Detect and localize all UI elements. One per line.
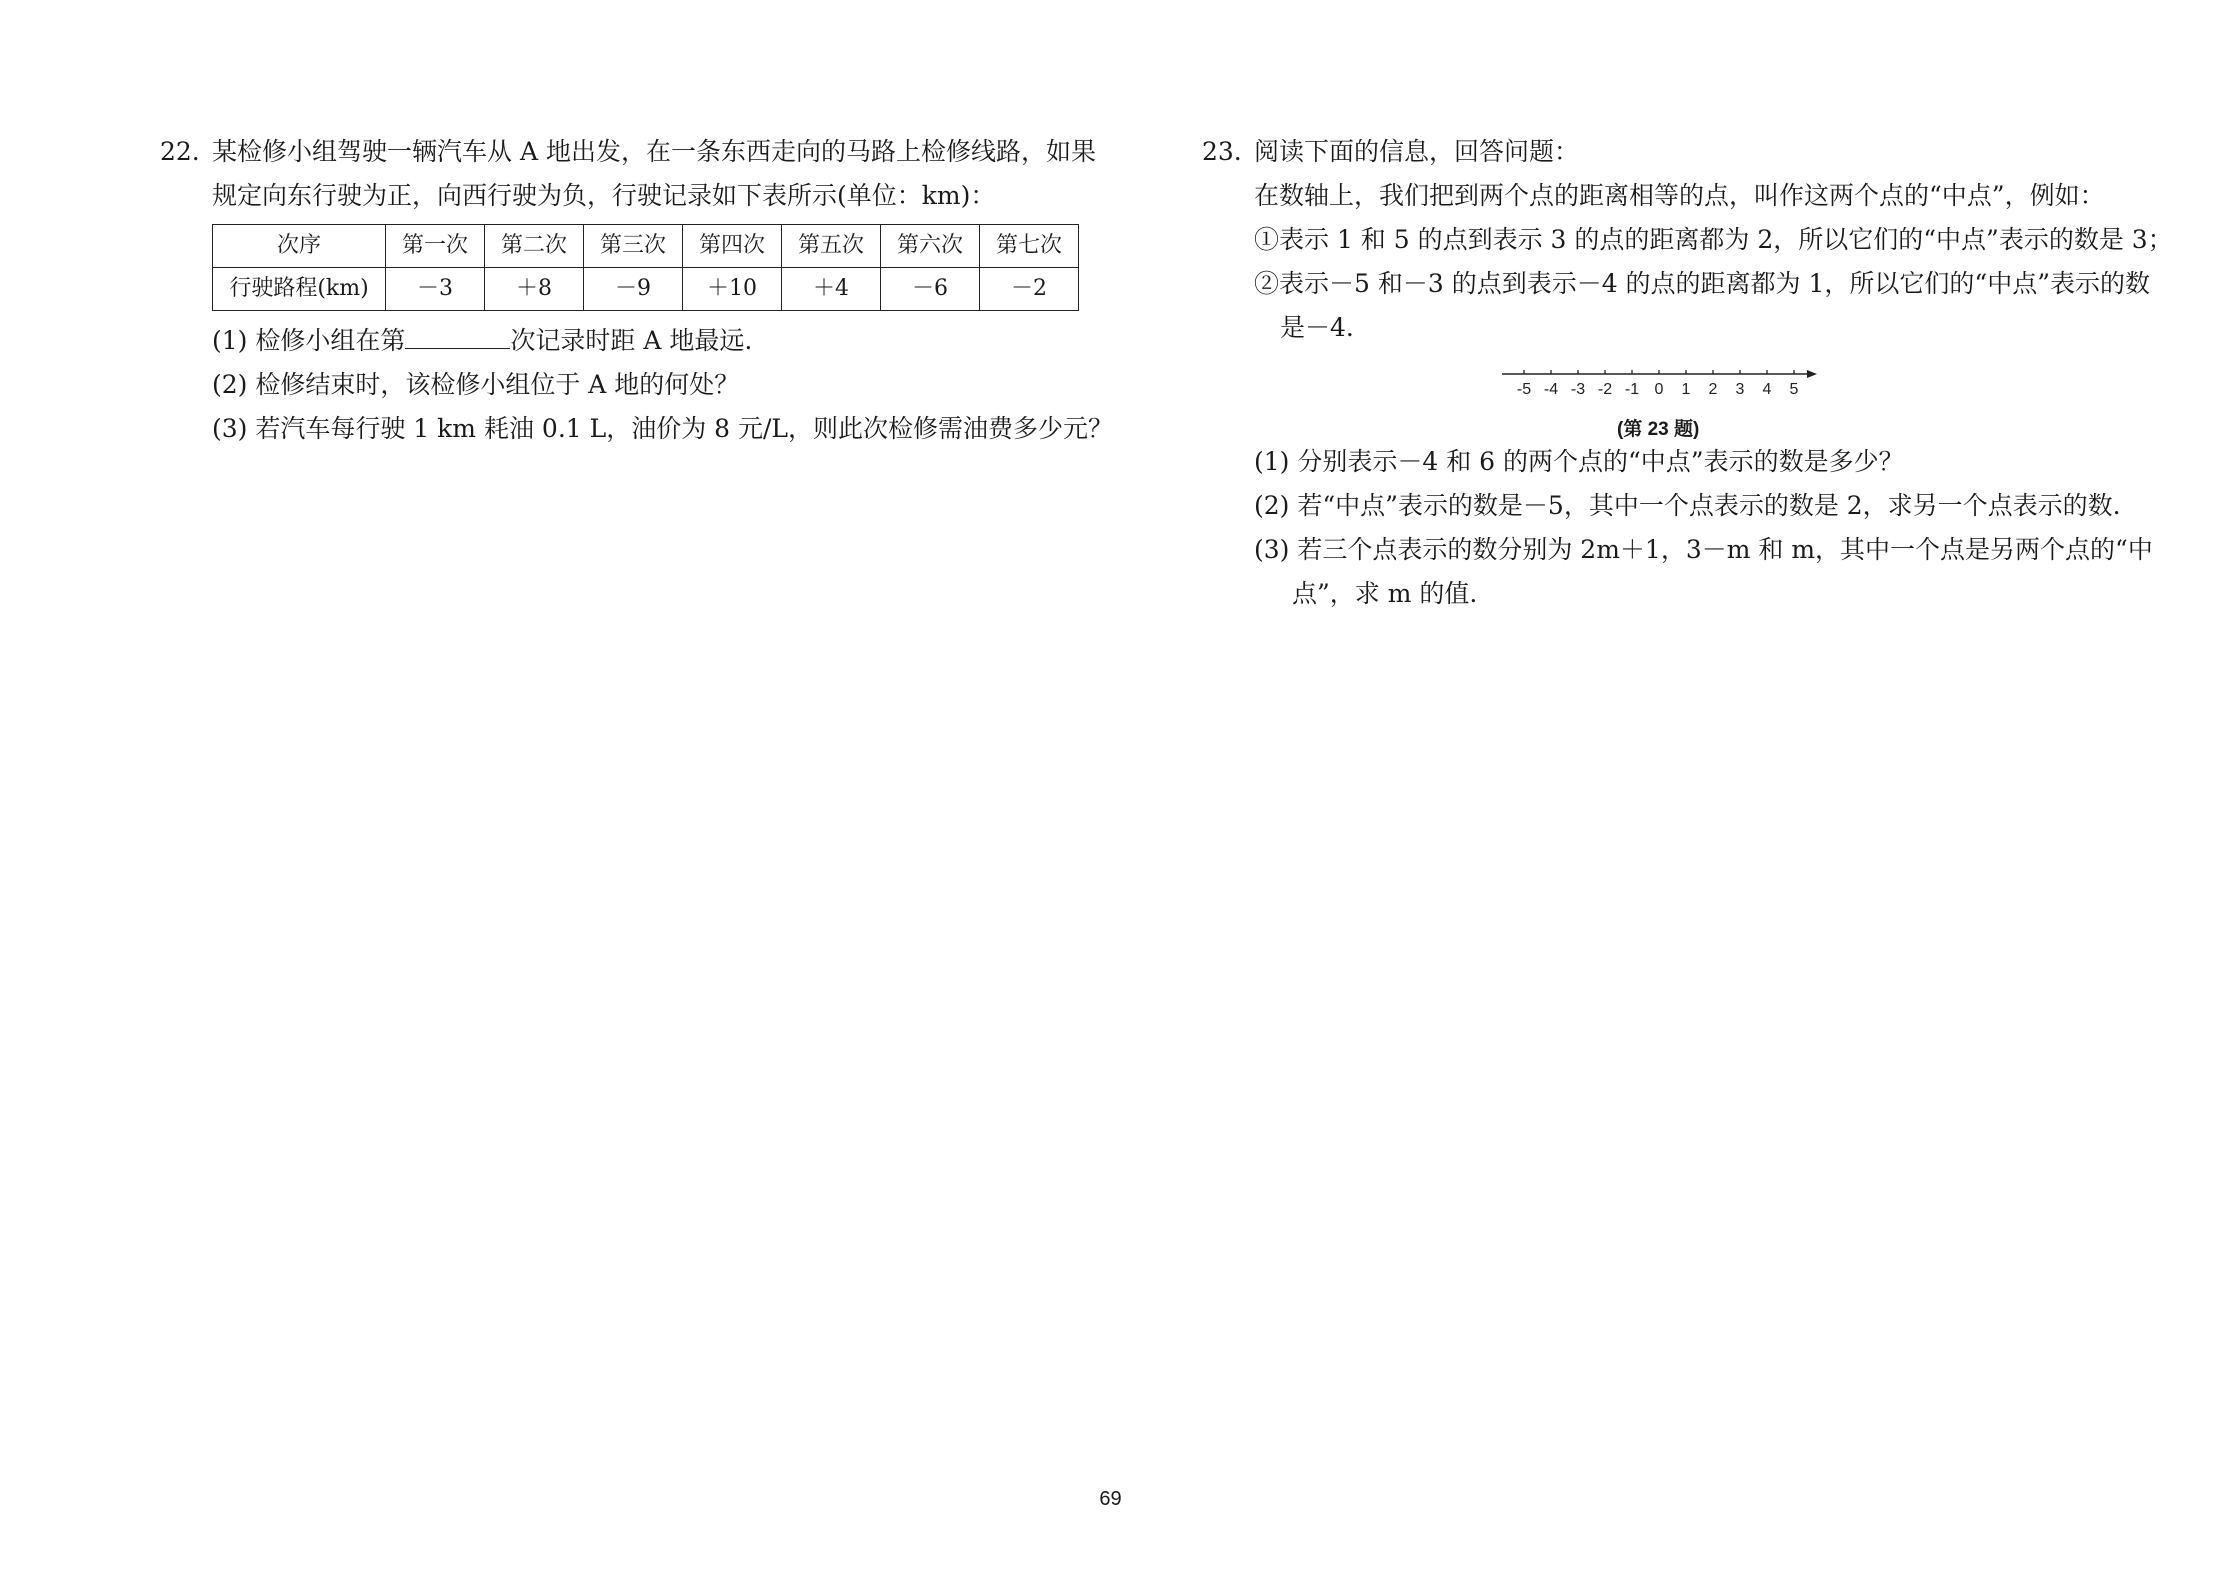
q22-line1: [160, 130, 1100, 174]
table-header-label: 次序: [213, 225, 386, 268]
table-col-5: 第五次: [782, 225, 881, 268]
table-value-3: －9: [584, 268, 683, 311]
q23-sub3-line1: (3) 若三个点表示的数分别为 2m＋1，3－m 和 m，其中一个点是另两个点的“中: [1254, 535, 2153, 564]
q23-sub2: (2) 若“中点”表示的数是－5，其中一个点表示的数是 2，求另一个点表示的数.: [1254, 491, 2121, 520]
q22-number: 22.: [160, 137, 200, 166]
q23-text-1: 阅读下面的信息，回答问题：: [1254, 137, 1580, 166]
number-line-figure: [1202, 356, 2142, 440]
arrow-icon: [1807, 370, 1817, 378]
table-col-1: 第一次: [386, 225, 485, 268]
q22-sub1-b: 次记录时距 A 地最远.: [510, 326, 753, 355]
table-value-4: ＋10: [683, 268, 782, 311]
page-number: 69: [1099, 1488, 1122, 1510]
answer-blank[interactable]: [405, 320, 510, 349]
q22-text-2: 规定向东行驶为正，向西行驶为负，行驶记录如下表所示(单位：km)：: [212, 181, 996, 210]
q23-sub1: (1) 分别表示－4 和 6 的两个点的“中点”表示的数是多少？: [1254, 447, 1904, 476]
number-line-tick-label: -3: [1570, 381, 1586, 398]
table-col-6: 第六次: [881, 225, 980, 268]
table-value-6: －6: [881, 268, 980, 311]
question-22: [160, 130, 1114, 451]
table-col-4: 第四次: [683, 225, 782, 268]
number-line-tick-label: -1: [1624, 381, 1640, 398]
q23-example-2-cont: 是－4.: [1280, 313, 1354, 342]
q22-sub3: (3) 若汽车每行驶 1 km 耗油 0.1 L，油价为 8 元/L，则此次检修需油费多少元？: [212, 414, 1114, 443]
table-row-label: 行驶路程(km): [213, 268, 386, 311]
number-line-tick-label: 2: [1708, 381, 1718, 398]
q22-sub1: [160, 319, 1100, 363]
q22-sub1-a: (1) 检修小组在第: [212, 326, 406, 355]
table-value-2: ＋8: [485, 268, 584, 311]
q22-text-1: 某检修小组驾驶一辆汽车从 A 地出发，在一条东西走向的马路上检修线路，如果: [212, 137, 1096, 166]
number-line-tick-label: 3: [1735, 381, 1745, 398]
number-line-tick-label: 0: [1654, 381, 1664, 398]
table-col-3: 第三次: [584, 225, 683, 268]
table-value-1: －3: [386, 268, 485, 311]
figure-caption: (第 23 题): [1617, 419, 1700, 440]
table-value-7: －2: [980, 268, 1079, 311]
number-line-tick-label: 1: [1681, 381, 1691, 398]
number-line-tick-label: 4: [1762, 381, 1772, 398]
table-col-2: 第二次: [485, 225, 584, 268]
table-value-5: ＋4: [782, 268, 881, 311]
q22-sub2: (2) 检修结束时，该检修小组位于 A 地的何处？: [212, 370, 740, 399]
q23-sub3-line2: 点”，求 m 的值.: [1292, 579, 1478, 608]
table-col-7: 第七次: [980, 225, 1079, 268]
q23-example-1: ①表示 1 和 5 的点到表示 3 的点的距离都为 2，所以它们的“中点”表示的数是 3；: [1254, 225, 2173, 254]
q23-text-2: 在数轴上，我们把到两个点的距离相等的点，叫作这两个点的“中点”，例如：: [1254, 181, 2105, 210]
number-line-tick-label: 5: [1789, 381, 1799, 398]
q22-record-table: [212, 224, 1079, 311]
q23-line1: [1202, 130, 2142, 174]
q23-example-2: ②表示－5 和－3 的点到表示－4 的点的距离都为 1，所以它们的“中点”表示的数: [1254, 269, 2150, 298]
question-23: [1202, 130, 2173, 616]
q23-number: 23.: [1202, 137, 1242, 166]
number-line-tick-label: -2: [1597, 381, 1613, 398]
table-header-row: [213, 225, 1079, 268]
number-line-tick-label: -5: [1516, 381, 1532, 398]
table-row: [213, 268, 1079, 311]
number-line-tick-label: -4: [1543, 381, 1559, 398]
